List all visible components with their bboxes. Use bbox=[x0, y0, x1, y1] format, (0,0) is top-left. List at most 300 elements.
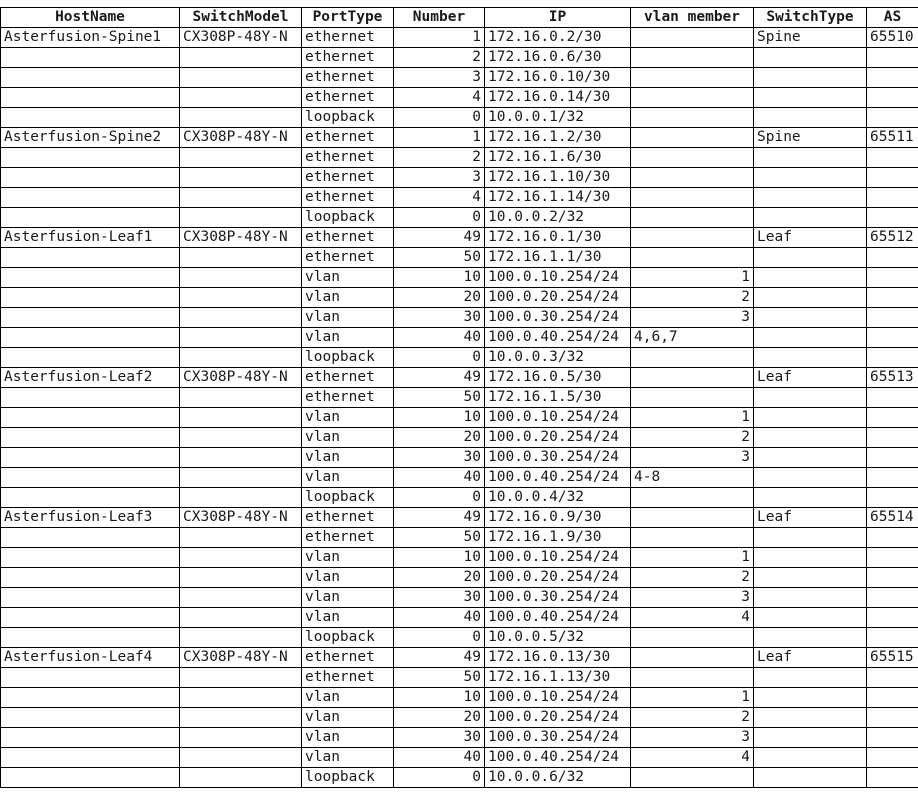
cell-switchmodel[interactable] bbox=[180, 468, 302, 488]
cell-switchtype[interactable]: Spine bbox=[754, 28, 867, 48]
cell-number[interactable]: 0 bbox=[394, 628, 485, 648]
cell-number[interactable]: 10 bbox=[394, 688, 485, 708]
cell-porttype[interactable]: vlan bbox=[302, 608, 394, 628]
cell-porttype[interactable]: vlan bbox=[302, 548, 394, 568]
header-switchtype[interactable]: SwitchType bbox=[754, 8, 867, 28]
cell-as[interactable] bbox=[867, 148, 918, 168]
cell-number[interactable]: 40 bbox=[394, 748, 485, 768]
header-as[interactable]: AS bbox=[867, 8, 918, 28]
cell-hostname[interactable] bbox=[1, 408, 180, 428]
cell-porttype[interactable]: vlan bbox=[302, 728, 394, 748]
cell-ip[interactable]: 100.0.40.254/24 bbox=[485, 748, 631, 768]
cell-vlan-member[interactable]: 2 bbox=[631, 288, 754, 308]
cell-vlan-member[interactable] bbox=[631, 508, 754, 528]
cell-vlan-member[interactable]: 4-8 bbox=[631, 468, 754, 488]
cell-switchmodel[interactable] bbox=[180, 528, 302, 548]
cell-number[interactable]: 4 bbox=[394, 188, 485, 208]
cell-porttype[interactable]: ethernet bbox=[302, 668, 394, 688]
cell-switchtype[interactable] bbox=[754, 668, 867, 688]
cell-vlan-member[interactable]: 1 bbox=[631, 548, 754, 568]
cell-ip[interactable]: 100.0.20.254/24 bbox=[485, 288, 631, 308]
cell-switchtype[interactable] bbox=[754, 728, 867, 748]
cell-vlan-member[interactable]: 2 bbox=[631, 428, 754, 448]
cell-as[interactable] bbox=[867, 548, 918, 568]
cell-as[interactable] bbox=[867, 48, 918, 68]
cell-switchmodel[interactable] bbox=[180, 728, 302, 748]
cell-ip[interactable]: 10.0.0.1/32 bbox=[485, 108, 631, 128]
header-hostname[interactable]: HostName bbox=[1, 8, 180, 28]
cell-porttype[interactable]: loopback bbox=[302, 108, 394, 128]
cell-porttype[interactable]: loopback bbox=[302, 768, 394, 788]
cell-vlan-member[interactable] bbox=[631, 348, 754, 368]
cell-hostname[interactable] bbox=[1, 388, 180, 408]
cell-switchtype[interactable] bbox=[754, 268, 867, 288]
cell-vlan-member[interactable] bbox=[631, 48, 754, 68]
cell-switchtype[interactable] bbox=[754, 88, 867, 108]
cell-ip[interactable]: 10.0.0.3/32 bbox=[485, 348, 631, 368]
cell-vlan-member[interactable]: 3 bbox=[631, 308, 754, 328]
cell-ip[interactable]: 172.16.1.1/30 bbox=[485, 248, 631, 268]
cell-vlan-member[interactable] bbox=[631, 88, 754, 108]
cell-hostname[interactable]: Asterfusion-Leaf2 bbox=[1, 368, 180, 388]
cell-number[interactable]: 49 bbox=[394, 228, 485, 248]
cell-switchmodel[interactable] bbox=[180, 708, 302, 728]
cell-switchmodel[interactable] bbox=[180, 608, 302, 628]
cell-as[interactable] bbox=[867, 408, 918, 428]
cell-vlan-member[interactable] bbox=[631, 228, 754, 248]
cell-ip[interactable]: 100.0.30.254/24 bbox=[485, 728, 631, 748]
cell-switchmodel[interactable] bbox=[180, 308, 302, 328]
cell-porttype[interactable]: vlan bbox=[302, 468, 394, 488]
cell-ip[interactable]: 172.16.1.14/30 bbox=[485, 188, 631, 208]
cell-ip[interactable]: 172.16.0.2/30 bbox=[485, 28, 631, 48]
cell-porttype[interactable]: vlan bbox=[302, 588, 394, 608]
cell-number[interactable]: 20 bbox=[394, 428, 485, 448]
cell-porttype[interactable]: ethernet bbox=[302, 648, 394, 668]
cell-ip[interactable]: 172.16.1.6/30 bbox=[485, 148, 631, 168]
cell-as[interactable] bbox=[867, 208, 918, 228]
cell-switchmodel[interactable]: CX308P-48Y-N bbox=[180, 368, 302, 388]
cell-switchmodel[interactable] bbox=[180, 168, 302, 188]
cell-number[interactable]: 50 bbox=[394, 668, 485, 688]
cell-number[interactable]: 10 bbox=[394, 548, 485, 568]
cell-number[interactable]: 0 bbox=[394, 108, 485, 128]
cell-number[interactable]: 40 bbox=[394, 608, 485, 628]
cell-hostname[interactable]: Asterfusion-Leaf1 bbox=[1, 228, 180, 248]
cell-hostname[interactable] bbox=[1, 728, 180, 748]
cell-as[interactable] bbox=[867, 528, 918, 548]
cell-ip[interactable]: 172.16.1.13/30 bbox=[485, 668, 631, 688]
cell-number[interactable]: 0 bbox=[394, 348, 485, 368]
cell-switchtype[interactable] bbox=[754, 348, 867, 368]
cell-ip[interactable]: 172.16.0.13/30 bbox=[485, 648, 631, 668]
cell-switchtype[interactable] bbox=[754, 408, 867, 428]
cell-switchtype[interactable] bbox=[754, 748, 867, 768]
cell-as[interactable]: 65513 bbox=[867, 368, 918, 388]
cell-switchmodel[interactable] bbox=[180, 488, 302, 508]
cell-porttype[interactable]: ethernet bbox=[302, 388, 394, 408]
cell-hostname[interactable] bbox=[1, 48, 180, 68]
cell-as[interactable] bbox=[867, 628, 918, 648]
cell-number[interactable]: 0 bbox=[394, 208, 485, 228]
cell-vlan-member[interactable]: 4 bbox=[631, 608, 754, 628]
cell-vlan-member[interactable] bbox=[631, 28, 754, 48]
cell-porttype[interactable]: ethernet bbox=[302, 508, 394, 528]
cell-switchmodel[interactable] bbox=[180, 428, 302, 448]
cell-number[interactable]: 20 bbox=[394, 288, 485, 308]
cell-vlan-member[interactable] bbox=[631, 148, 754, 168]
cell-number[interactable]: 4 bbox=[394, 88, 485, 108]
cell-ip[interactable]: 100.0.10.254/24 bbox=[485, 408, 631, 428]
cell-number[interactable]: 30 bbox=[394, 448, 485, 468]
cell-switchmodel[interactable] bbox=[180, 768, 302, 788]
cell-ip[interactable]: 100.0.30.254/24 bbox=[485, 588, 631, 608]
cell-ip[interactable]: 172.16.0.14/30 bbox=[485, 88, 631, 108]
cell-number[interactable]: 49 bbox=[394, 368, 485, 388]
cell-porttype[interactable]: ethernet bbox=[302, 148, 394, 168]
cell-porttype[interactable]: vlan bbox=[302, 408, 394, 428]
cell-hostname[interactable] bbox=[1, 668, 180, 688]
cell-hostname[interactable]: Asterfusion-Spine2 bbox=[1, 128, 180, 148]
cell-switchmodel[interactable] bbox=[180, 88, 302, 108]
cell-as[interactable] bbox=[867, 668, 918, 688]
cell-number[interactable]: 50 bbox=[394, 248, 485, 268]
cell-porttype[interactable]: vlan bbox=[302, 688, 394, 708]
cell-hostname[interactable] bbox=[1, 288, 180, 308]
cell-number[interactable]: 10 bbox=[394, 268, 485, 288]
cell-ip[interactable]: 172.16.1.9/30 bbox=[485, 528, 631, 548]
cell-vlan-member[interactable]: 3 bbox=[631, 728, 754, 748]
cell-number[interactable]: 0 bbox=[394, 488, 485, 508]
cell-ip[interactable]: 100.0.10.254/24 bbox=[485, 688, 631, 708]
cell-switchtype[interactable] bbox=[754, 528, 867, 548]
cell-switchtype[interactable] bbox=[754, 68, 867, 88]
cell-ip[interactable]: 172.16.1.2/30 bbox=[485, 128, 631, 148]
cell-switchmodel[interactable] bbox=[180, 688, 302, 708]
cell-ip[interactable]: 100.0.10.254/24 bbox=[485, 548, 631, 568]
cell-switchtype[interactable]: Leaf bbox=[754, 368, 867, 388]
cell-porttype[interactable]: vlan bbox=[302, 288, 394, 308]
cell-number[interactable]: 49 bbox=[394, 508, 485, 528]
cell-hostname[interactable] bbox=[1, 188, 180, 208]
cell-hostname[interactable] bbox=[1, 428, 180, 448]
cell-hostname[interactable] bbox=[1, 168, 180, 188]
cell-vlan-member[interactable] bbox=[631, 108, 754, 128]
cell-hostname[interactable] bbox=[1, 608, 180, 628]
cell-as[interactable] bbox=[867, 268, 918, 288]
cell-hostname[interactable]: Asterfusion-Leaf3 bbox=[1, 508, 180, 528]
cell-ip[interactable]: 10.0.0.6/32 bbox=[485, 768, 631, 788]
cell-as[interactable] bbox=[867, 348, 918, 368]
cell-vlan-member[interactable] bbox=[631, 248, 754, 268]
cell-ip[interactable]: 100.0.40.254/24 bbox=[485, 328, 631, 348]
cell-vlan-member[interactable] bbox=[631, 388, 754, 408]
cell-porttype[interactable]: vlan bbox=[302, 448, 394, 468]
cell-vlan-member[interactable] bbox=[631, 628, 754, 648]
cell-ip[interactable]: 172.16.0.9/30 bbox=[485, 508, 631, 528]
cell-porttype[interactable]: loopback bbox=[302, 208, 394, 228]
cell-as[interactable] bbox=[867, 68, 918, 88]
header-switchmodel[interactable]: SwitchModel bbox=[180, 8, 302, 28]
cell-as[interactable] bbox=[867, 568, 918, 588]
cell-switchtype[interactable] bbox=[754, 108, 867, 128]
cell-porttype[interactable]: ethernet bbox=[302, 88, 394, 108]
cell-ip[interactable]: 172.16.1.10/30 bbox=[485, 168, 631, 188]
cell-hostname[interactable] bbox=[1, 348, 180, 368]
cell-hostname[interactable] bbox=[1, 768, 180, 788]
cell-switchmodel[interactable]: CX308P-48Y-N bbox=[180, 648, 302, 668]
cell-hostname[interactable] bbox=[1, 148, 180, 168]
cell-switchmodel[interactable] bbox=[180, 408, 302, 428]
cell-switchtype[interactable] bbox=[754, 148, 867, 168]
cell-hostname[interactable]: Asterfusion-Spine1 bbox=[1, 28, 180, 48]
cell-switchmodel[interactable] bbox=[180, 188, 302, 208]
cell-vlan-member[interactable]: 2 bbox=[631, 708, 754, 728]
cell-number[interactable]: 10 bbox=[394, 408, 485, 428]
cell-number[interactable]: 40 bbox=[394, 328, 485, 348]
cell-as[interactable] bbox=[867, 108, 918, 128]
cell-switchtype[interactable] bbox=[754, 608, 867, 628]
cell-switchmodel[interactable] bbox=[180, 388, 302, 408]
cell-hostname[interactable] bbox=[1, 268, 180, 288]
cell-as[interactable] bbox=[867, 768, 918, 788]
cell-as[interactable] bbox=[867, 248, 918, 268]
cell-hostname[interactable] bbox=[1, 68, 180, 88]
cell-switchtype[interactable] bbox=[754, 388, 867, 408]
cell-switchtype[interactable] bbox=[754, 248, 867, 268]
cell-number[interactable]: 1 bbox=[394, 28, 485, 48]
cell-ip[interactable]: 100.0.40.254/24 bbox=[485, 468, 631, 488]
cell-as[interactable] bbox=[867, 468, 918, 488]
cell-as[interactable]: 65514 bbox=[867, 508, 918, 528]
cell-ip[interactable]: 10.0.0.5/32 bbox=[485, 628, 631, 648]
cell-vlan-member[interactable] bbox=[631, 648, 754, 668]
cell-switchtype[interactable] bbox=[754, 708, 867, 728]
cell-number[interactable]: 50 bbox=[394, 528, 485, 548]
cell-switchmodel[interactable] bbox=[180, 328, 302, 348]
cell-vlan-member[interactable]: 1 bbox=[631, 408, 754, 428]
cell-number[interactable]: 49 bbox=[394, 648, 485, 668]
cell-switchmodel[interactable] bbox=[180, 68, 302, 88]
cell-as[interactable] bbox=[867, 688, 918, 708]
cell-ip[interactable]: 172.16.0.10/30 bbox=[485, 68, 631, 88]
cell-porttype[interactable]: vlan bbox=[302, 268, 394, 288]
cell-switchtype[interactable]: Leaf bbox=[754, 508, 867, 528]
cell-hostname[interactable] bbox=[1, 748, 180, 768]
cell-hostname[interactable] bbox=[1, 328, 180, 348]
cell-hostname[interactable] bbox=[1, 628, 180, 648]
cell-switchmodel[interactable] bbox=[180, 448, 302, 468]
cell-number[interactable]: 3 bbox=[394, 168, 485, 188]
cell-switchtype[interactable] bbox=[754, 568, 867, 588]
cell-ip[interactable]: 172.16.0.1/30 bbox=[485, 228, 631, 248]
cell-switchtype[interactable] bbox=[754, 588, 867, 608]
cell-hostname[interactable] bbox=[1, 548, 180, 568]
cell-porttype[interactable]: ethernet bbox=[302, 168, 394, 188]
cell-hostname[interactable] bbox=[1, 88, 180, 108]
cell-switchmodel[interactable] bbox=[180, 748, 302, 768]
cell-switchtype[interactable]: Spine bbox=[754, 128, 867, 148]
cell-as[interactable] bbox=[867, 488, 918, 508]
cell-switchmodel[interactable] bbox=[180, 208, 302, 228]
cell-ip[interactable]: 172.16.0.6/30 bbox=[485, 48, 631, 68]
cell-as[interactable]: 65512 bbox=[867, 228, 918, 248]
cell-as[interactable] bbox=[867, 388, 918, 408]
cell-hostname[interactable] bbox=[1, 468, 180, 488]
cell-as[interactable]: 65511 bbox=[867, 128, 918, 148]
cell-hostname[interactable] bbox=[1, 488, 180, 508]
cell-switchmodel[interactable]: CX308P-48Y-N bbox=[180, 508, 302, 528]
header-porttype[interactable]: PortType bbox=[302, 8, 394, 28]
cell-vlan-member[interactable]: 3 bbox=[631, 448, 754, 468]
cell-number[interactable]: 40 bbox=[394, 468, 485, 488]
cell-as[interactable] bbox=[867, 708, 918, 728]
cell-number[interactable]: 2 bbox=[394, 48, 485, 68]
cell-switchmodel[interactable] bbox=[180, 288, 302, 308]
cell-switchtype[interactable] bbox=[754, 628, 867, 648]
cell-switchmodel[interactable] bbox=[180, 148, 302, 168]
header-ip[interactable]: IP bbox=[485, 8, 631, 28]
cell-switchtype[interactable] bbox=[754, 328, 867, 348]
cell-number[interactable]: 20 bbox=[394, 708, 485, 728]
cell-switchmodel[interactable]: CX308P-48Y-N bbox=[180, 28, 302, 48]
cell-porttype[interactable]: ethernet bbox=[302, 128, 394, 148]
cell-switchtype[interactable] bbox=[754, 208, 867, 228]
cell-as[interactable] bbox=[867, 448, 918, 468]
cell-switchtype[interactable] bbox=[754, 468, 867, 488]
cell-vlan-member[interactable] bbox=[631, 208, 754, 228]
cell-switchmodel[interactable] bbox=[180, 348, 302, 368]
cell-hostname[interactable]: Asterfusion-Leaf4 bbox=[1, 648, 180, 668]
cell-ip[interactable]: 100.0.10.254/24 bbox=[485, 268, 631, 288]
cell-switchmodel[interactable] bbox=[180, 268, 302, 288]
cell-vlan-member[interactable] bbox=[631, 668, 754, 688]
header-number[interactable]: Number bbox=[394, 8, 485, 28]
cell-switchmodel[interactable] bbox=[180, 588, 302, 608]
cell-porttype[interactable]: loopback bbox=[302, 628, 394, 648]
cell-as[interactable] bbox=[867, 588, 918, 608]
cell-vlan-member[interactable] bbox=[631, 128, 754, 148]
cell-ip[interactable]: 10.0.0.4/32 bbox=[485, 488, 631, 508]
cell-number[interactable]: 2 bbox=[394, 148, 485, 168]
cell-ip[interactable]: 100.0.20.254/24 bbox=[485, 568, 631, 588]
cell-ip[interactable]: 100.0.30.254/24 bbox=[485, 448, 631, 468]
cell-ip[interactable]: 100.0.30.254/24 bbox=[485, 308, 631, 328]
cell-vlan-member[interactable] bbox=[631, 188, 754, 208]
cell-switchtype[interactable] bbox=[754, 188, 867, 208]
cell-number[interactable]: 30 bbox=[394, 728, 485, 748]
cell-vlan-member[interactable]: 3 bbox=[631, 588, 754, 608]
cell-porttype[interactable]: vlan bbox=[302, 428, 394, 448]
cell-switchmodel[interactable] bbox=[180, 628, 302, 648]
cell-switchtype[interactable] bbox=[754, 548, 867, 568]
cell-hostname[interactable] bbox=[1, 248, 180, 268]
cell-number[interactable]: 20 bbox=[394, 568, 485, 588]
cell-porttype[interactable]: ethernet bbox=[302, 68, 394, 88]
cell-switchmodel[interactable] bbox=[180, 108, 302, 128]
cell-vlan-member[interactable]: 4 bbox=[631, 748, 754, 768]
cell-switchtype[interactable] bbox=[754, 428, 867, 448]
cell-switchtype[interactable] bbox=[754, 448, 867, 468]
cell-as[interactable] bbox=[867, 328, 918, 348]
cell-switchtype[interactable] bbox=[754, 488, 867, 508]
cell-as[interactable] bbox=[867, 88, 918, 108]
cell-hostname[interactable] bbox=[1, 568, 180, 588]
cell-as[interactable] bbox=[867, 188, 918, 208]
cell-ip[interactable]: 100.0.20.254/24 bbox=[485, 708, 631, 728]
cell-porttype[interactable]: ethernet bbox=[302, 228, 394, 248]
cell-hostname[interactable] bbox=[1, 448, 180, 468]
cell-porttype[interactable]: vlan bbox=[302, 308, 394, 328]
cell-hostname[interactable] bbox=[1, 208, 180, 228]
cell-switchtype[interactable] bbox=[754, 48, 867, 68]
cell-switchmodel[interactable] bbox=[180, 248, 302, 268]
cell-hostname[interactable] bbox=[1, 588, 180, 608]
cell-as[interactable] bbox=[867, 288, 918, 308]
cell-vlan-member[interactable] bbox=[631, 528, 754, 548]
cell-number[interactable]: 0 bbox=[394, 768, 485, 788]
cell-ip[interactable]: 172.16.0.5/30 bbox=[485, 368, 631, 388]
cell-porttype[interactable]: ethernet bbox=[302, 248, 394, 268]
cell-ip[interactable]: 172.16.1.5/30 bbox=[485, 388, 631, 408]
cell-vlan-member[interactable]: 1 bbox=[631, 268, 754, 288]
cell-vlan-member[interactable] bbox=[631, 768, 754, 788]
header-vlan-member[interactable]: vlan member bbox=[631, 8, 754, 28]
cell-as[interactable] bbox=[867, 428, 918, 448]
cell-hostname[interactable] bbox=[1, 688, 180, 708]
cell-hostname[interactable] bbox=[1, 108, 180, 128]
cell-as[interactable] bbox=[867, 728, 918, 748]
cell-number[interactable]: 50 bbox=[394, 388, 485, 408]
cell-porttype[interactable]: loopback bbox=[302, 488, 394, 508]
cell-porttype[interactable]: vlan bbox=[302, 748, 394, 768]
cell-porttype[interactable]: ethernet bbox=[302, 188, 394, 208]
cell-porttype[interactable]: ethernet bbox=[302, 48, 394, 68]
cell-as[interactable] bbox=[867, 168, 918, 188]
cell-switchmodel[interactable] bbox=[180, 668, 302, 688]
cell-vlan-member[interactable] bbox=[631, 68, 754, 88]
cell-switchmodel[interactable] bbox=[180, 568, 302, 588]
cell-porttype[interactable]: vlan bbox=[302, 568, 394, 588]
cell-as[interactable]: 65515 bbox=[867, 648, 918, 668]
cell-ip[interactable]: 100.0.20.254/24 bbox=[485, 428, 631, 448]
cell-switchtype[interactable] bbox=[754, 688, 867, 708]
cell-ip[interactable]: 10.0.0.2/32 bbox=[485, 208, 631, 228]
cell-switchtype[interactable]: Leaf bbox=[754, 228, 867, 248]
cell-switchtype[interactable] bbox=[754, 168, 867, 188]
cell-vlan-member[interactable] bbox=[631, 488, 754, 508]
cell-porttype[interactable]: ethernet bbox=[302, 528, 394, 548]
cell-switchtype[interactable] bbox=[754, 288, 867, 308]
cell-porttype[interactable]: ethernet bbox=[302, 28, 394, 48]
cell-hostname[interactable] bbox=[1, 708, 180, 728]
cell-vlan-member[interactable] bbox=[631, 368, 754, 388]
cell-as[interactable] bbox=[867, 308, 918, 328]
cell-number[interactable]: 1 bbox=[394, 128, 485, 148]
cell-switchtype[interactable] bbox=[754, 768, 867, 788]
cell-as[interactable] bbox=[867, 608, 918, 628]
cell-switchmodel[interactable] bbox=[180, 548, 302, 568]
cell-number[interactable]: 3 bbox=[394, 68, 485, 88]
cell-switchtype[interactable]: Leaf bbox=[754, 648, 867, 668]
cell-vlan-member[interactable]: 1 bbox=[631, 688, 754, 708]
cell-as[interactable] bbox=[867, 748, 918, 768]
cell-porttype[interactable]: ethernet bbox=[302, 368, 394, 388]
cell-number[interactable]: 30 bbox=[394, 588, 485, 608]
cell-switchmodel[interactable] bbox=[180, 48, 302, 68]
cell-ip[interactable]: 100.0.40.254/24 bbox=[485, 608, 631, 628]
cell-porttype[interactable]: loopback bbox=[302, 348, 394, 368]
